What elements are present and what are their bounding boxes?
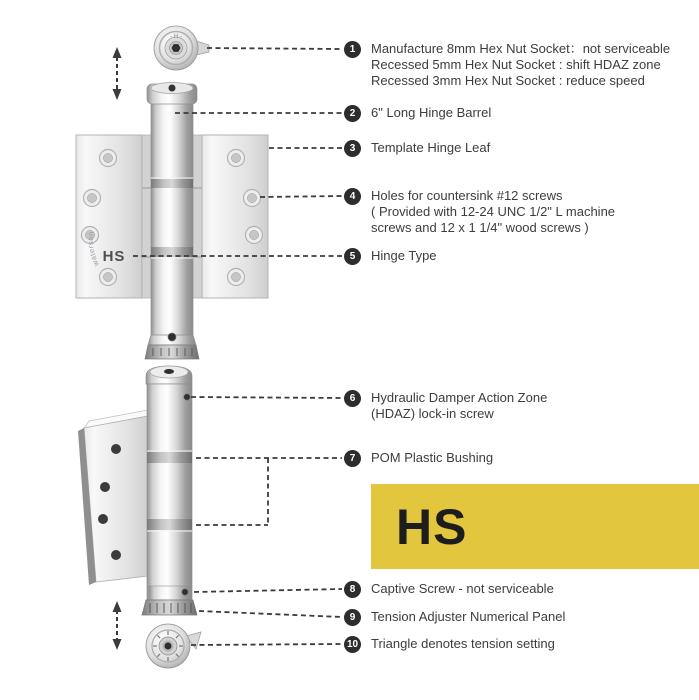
callout-marker-3: 3	[344, 140, 361, 157]
callout-5	[344, 248, 437, 265]
leader-line-10	[191, 644, 342, 645]
callout-3	[344, 140, 490, 157]
callout-text-line: Hinge Type	[371, 248, 437, 263]
callout-marker-5: 5	[344, 248, 361, 265]
callout-text-line: (HDAZ) lock-in screw	[371, 406, 494, 421]
leaf-hinge-type-label: HS	[102, 248, 126, 265]
callout-text-line: Recessed 5mm Hex Nut Socket : shift HDAZ zone	[371, 57, 661, 72]
callout-text-line: Recessed 3mm Hex Nut Socket : reduce speed	[371, 73, 645, 88]
callout-marker-4: 4	[344, 188, 361, 205]
callout-1	[344, 41, 670, 89]
bottom-hinge-barrel	[142, 366, 197, 615]
callout-text-line: Holes for countersink #12 screws	[371, 188, 563, 203]
leader-line-8	[194, 589, 342, 592]
vertical-adjust-arrow-bottom-icon	[113, 601, 122, 650]
hs-model-badge-label: HS	[396, 498, 468, 555]
leader-line-1	[207, 48, 342, 49]
bottom-hinge-leaf	[78, 410, 148, 585]
leader-line-4	[260, 196, 342, 197]
callout-6	[344, 390, 547, 422]
callout-text-line: POM Plastic Bushing	[371, 450, 494, 465]
callout-4	[344, 188, 615, 236]
callout-text-line: Template Hinge Leaf	[371, 140, 491, 155]
callout-marker-10: 10	[344, 636, 361, 653]
pom-bushing-bottom	[147, 519, 192, 530]
hex-nut-cap-top-icon	[154, 26, 209, 70]
callout-marker-1: 1	[344, 41, 361, 58]
callout-marker-2: 2	[344, 105, 361, 122]
top-hinge-barrel	[145, 83, 199, 360]
pom-bushing-top	[147, 452, 192, 463]
callout-text-line: Manufacture 8mm Hex Nut Socket：not serviceable	[371, 41, 671, 56]
callout-text-line: screws and 12 x 1 1/4" wood screws )	[371, 220, 589, 235]
callout-9	[344, 609, 565, 626]
bushing-band-top	[151, 179, 193, 188]
bottom-screw-icon	[168, 333, 176, 341]
captive-screw-icon	[182, 589, 188, 595]
callout-marker-7: 7	[344, 450, 361, 467]
callout-text-line: ( Provided with 12-24 UNC 1/2" L machine	[371, 204, 616, 219]
hdaz-lockin-screw-icon	[184, 394, 190, 400]
callout-marker-6: 6	[344, 390, 361, 407]
hs-model-badge	[371, 484, 699, 569]
callout-8	[344, 581, 554, 598]
vertical-adjust-arrow-top-icon	[113, 47, 122, 100]
cap-marking-label: - H -	[170, 34, 182, 40]
callout-text-line: Tension Adjuster Numerical Panel	[371, 609, 566, 624]
callout-7	[344, 450, 493, 467]
callout-text-line: Captive Screw - not serviceable	[371, 581, 554, 596]
top-hinge-illustration	[76, 26, 268, 359]
callout-2	[344, 105, 491, 122]
callout-marker-9: 9	[344, 609, 361, 626]
bottom-hinge-illustration	[78, 366, 201, 668]
callout-marker-8: 8	[344, 581, 361, 598]
leader-line-9	[199, 611, 342, 617]
tension-dial-icon	[146, 624, 201, 668]
callout-text-line: Triangle denotes tension setting	[371, 636, 555, 651]
callout-10	[344, 636, 555, 653]
callout-text-line: Hydraulic Damper Action Zone	[371, 390, 548, 405]
brand-engraving: waterson	[86, 230, 101, 268]
callout-text-line: 6" Long Hinge Barrel	[371, 105, 492, 120]
leader-line-6	[191, 397, 342, 398]
